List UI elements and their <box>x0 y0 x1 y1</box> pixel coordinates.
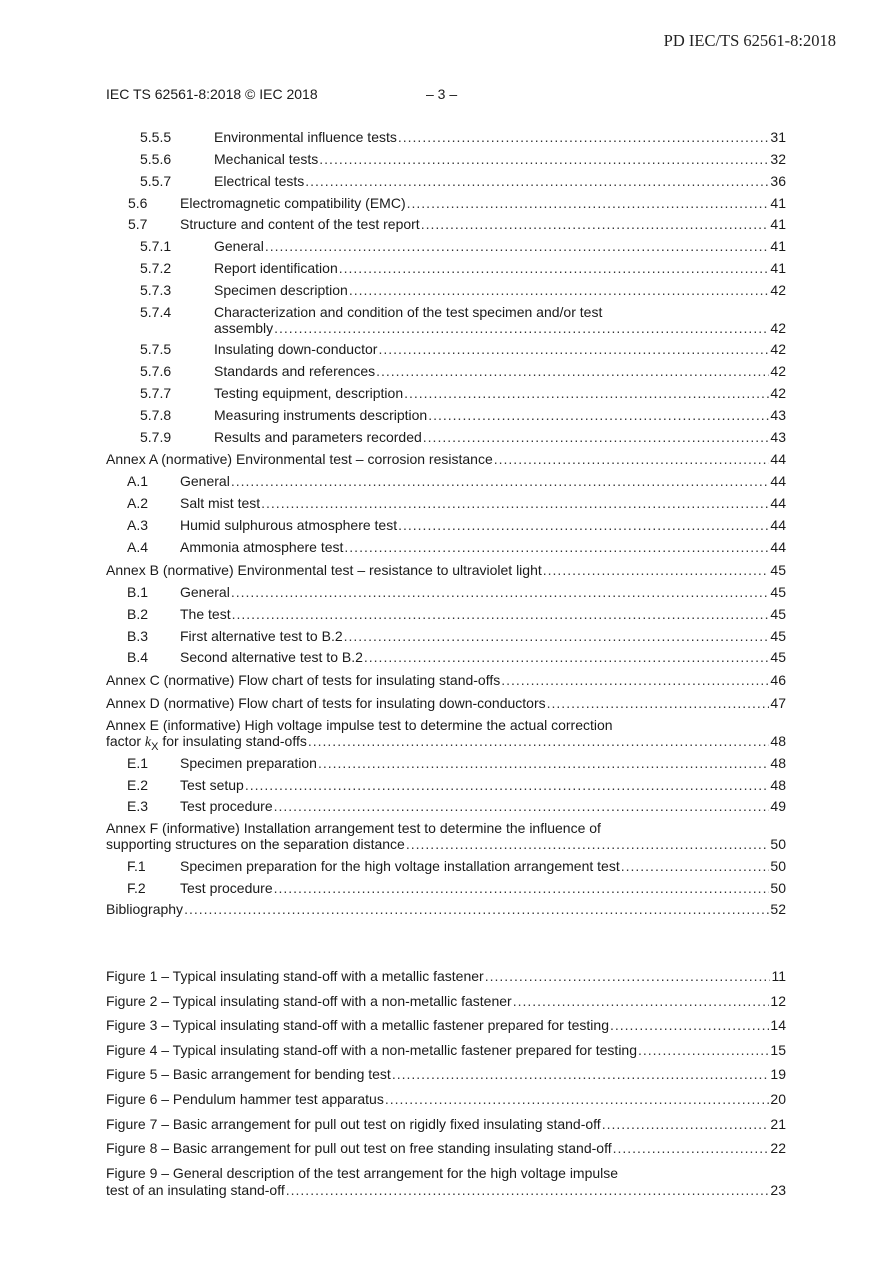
entry-title: General <box>180 583 230 600</box>
entry-leader-line <box>214 427 786 449</box>
entry-leader-line <box>180 856 786 878</box>
entry-leader-line <box>214 149 786 171</box>
dot-leader <box>398 127 770 149</box>
toc-entry-number: E.3 <box>127 798 149 815</box>
entry-page-number: 43 <box>770 406 786 423</box>
entry-title: Insulating down-conductor <box>214 341 378 358</box>
entry-page-number: 32 <box>770 150 786 167</box>
entry-page-number: 48 <box>770 754 786 771</box>
entry-title: test of an insulating stand-off <box>106 1181 285 1198</box>
toc-entry-number: A.3 <box>127 517 149 534</box>
dot-leader <box>274 878 770 900</box>
dot-leader <box>392 1062 770 1087</box>
entry-title: General <box>214 238 264 255</box>
entry-leader-line <box>214 258 786 280</box>
toc-entry-number: 5.7.5 <box>140 341 172 358</box>
entry-title: Electromagnetic compatibility (EMC) <box>180 194 406 211</box>
entry-page-number: 23 <box>770 1181 786 1198</box>
kx-subscript: X <box>151 741 159 754</box>
entry-page-number: 48 <box>770 776 786 793</box>
entry-title: Annex D (normative) Flow chart of tests for insulating down-conductors <box>106 695 546 712</box>
toc-entry[interactable] <box>106 715 786 753</box>
toc-entry[interactable] <box>106 149 786 171</box>
entry-title: Specimen description <box>214 281 348 298</box>
toc-entry[interactable] <box>106 537 786 559</box>
dot-leader <box>547 692 770 715</box>
entry-title: Figure 1 – Typical insulating stand-off with a metallic fastener <box>106 968 484 984</box>
dot-leader <box>364 647 770 669</box>
entry-page-number: 44 <box>770 473 786 490</box>
dot-leader <box>398 515 769 537</box>
dot-leader <box>265 236 770 258</box>
toc-entry[interactable] <box>106 214 786 236</box>
entry-page-number: 43 <box>770 428 786 445</box>
entry-page-number: 36 <box>770 172 786 189</box>
entry-leader-line <box>180 753 786 775</box>
toc-entry-number: 5.6 <box>128 194 148 211</box>
toc-entry-number: A.1 <box>127 473 149 490</box>
dot-leader <box>184 899 769 921</box>
entry-leader-line <box>180 471 786 493</box>
entry-leader-line <box>214 361 786 383</box>
entry-page-number: 46 <box>770 672 786 689</box>
toc-entry[interactable] <box>106 899 786 921</box>
dot-leader <box>274 796 770 818</box>
dot-leader <box>485 964 771 989</box>
toc-entry-number: 5.7.4 <box>140 303 172 320</box>
entry-leader-line <box>106 989 786 1014</box>
entry-page-number: 45 <box>770 627 786 644</box>
entry-title: Test procedure <box>180 879 273 896</box>
entry-title: Figure 2 – Typical insulating stand-off with a non-metallic fastener <box>106 992 512 1009</box>
entry-title: Second alternative test to B.2 <box>180 649 363 666</box>
entry-title-prefix: factor <box>106 733 142 750</box>
entry-leader-line <box>214 383 786 405</box>
entry-title: Test setup <box>180 776 244 793</box>
dot-leader <box>501 669 769 692</box>
dot-leader <box>406 834 770 856</box>
entry-page-number: 47 <box>770 695 786 712</box>
dot-leader <box>428 405 769 427</box>
dot-leader <box>376 361 769 383</box>
toc-entry[interactable] <box>106 193 786 215</box>
entry-title: General <box>180 473 230 490</box>
dot-leader <box>638 1038 769 1063</box>
toc-entry-number: 5.5.6 <box>140 150 172 167</box>
figure-entry[interactable] <box>106 989 786 1014</box>
toc-entry-number: 5.7.3 <box>140 281 172 298</box>
publication-reference: PD IEC/TS 62561-8:2018 <box>663 31 836 50</box>
entry-leader-line <box>106 1013 786 1038</box>
entry-leader-line <box>106 669 786 692</box>
dot-leader <box>513 989 770 1014</box>
figure-entry[interactable] <box>106 1112 786 1137</box>
dot-leader <box>232 604 770 626</box>
dot-leader <box>613 1136 770 1161</box>
entry-title: Measuring instruments description <box>214 406 428 423</box>
entry-page-number: 50 <box>770 857 786 874</box>
dot-leader <box>349 280 770 302</box>
toc-entry-number: B.3 <box>127 627 149 644</box>
toc-entry-number: E.2 <box>127 776 149 793</box>
toc-entry-number: B.2 <box>127 605 149 622</box>
entry-leader-line <box>106 1087 786 1112</box>
entry-leader-line <box>106 1112 786 1137</box>
entry-leader-line <box>180 515 786 537</box>
entry-leader-line <box>214 405 786 427</box>
toc-entry-number: A.4 <box>127 539 149 555</box>
dot-leader <box>231 471 770 493</box>
entry-leader-line <box>180 493 786 515</box>
entry-leader-line <box>106 1178 786 1203</box>
entry-page-number: 44 <box>770 517 786 534</box>
toc-entry[interactable] <box>106 361 786 383</box>
entry-page-number: 31 <box>770 129 786 145</box>
dot-leader <box>621 856 770 878</box>
document-reference: IEC TS 62561-8:2018 © IEC 2018 <box>106 86 318 102</box>
entry-title: Results and parameters recorded <box>214 428 422 445</box>
toc-entry-number: F.1 <box>127 857 146 874</box>
figure-entry[interactable] <box>106 964 786 989</box>
entry-title: Figure 5 – Basic arrangement for bending test <box>106 1066 391 1083</box>
entry-page-number: 14 <box>770 1017 786 1034</box>
dot-leader <box>339 258 770 280</box>
entry-page-number: 45 <box>770 649 786 666</box>
entry-page-number: 45 <box>770 605 786 622</box>
toc-entry[interactable] <box>106 753 786 775</box>
toc-entry[interactable] <box>106 647 786 669</box>
figure-entry[interactable] <box>106 1062 786 1087</box>
entry-title-rest: for insulating stand-offs <box>162 733 307 750</box>
entry-page-number: 44 <box>770 539 786 555</box>
toc-entry-number: B.4 <box>127 649 149 666</box>
entry-leader-line <box>180 604 786 626</box>
dot-leader <box>494 448 770 471</box>
entry-title: assembly <box>214 319 274 336</box>
entry-leader-line <box>106 1136 786 1161</box>
entry-page-number: 11 <box>771 968 786 984</box>
toc-entry[interactable] <box>106 171 786 193</box>
entry-title: Electrical tests <box>214 172 305 189</box>
entry-title: Annex C (normative) Flow chart of tests for insulating stand-offs <box>106 672 501 689</box>
entry-page-number: 42 <box>770 281 786 298</box>
entry-leader-line <box>214 236 786 258</box>
entry-leader-line <box>106 692 786 715</box>
kx-symbol <box>144 735 159 754</box>
entry-leader-line <box>106 964 786 989</box>
toc-entry[interactable] <box>106 669 786 692</box>
toc-entry-number: 5.7.9 <box>140 428 172 445</box>
dot-leader <box>385 1087 770 1112</box>
entry-title: Structure and content of the test report <box>180 216 420 233</box>
entry-title: Figure 6 – Pendulum hammer test apparatus <box>106 1090 384 1107</box>
entry-page-number: 48 <box>770 733 786 750</box>
entry-page-number: 44 <box>770 495 786 512</box>
entry-leader-line <box>214 171 786 193</box>
entry-leader-line <box>180 647 786 669</box>
dot-leader <box>543 559 770 582</box>
toc-entry[interactable] <box>106 427 786 449</box>
toc-entry-number: 5.7.6 <box>140 363 172 380</box>
entry-page-number: 41 <box>770 194 786 211</box>
toc-entry[interactable] <box>106 405 786 427</box>
entry-leader-line <box>180 214 786 236</box>
entry-title: Report identification <box>214 260 338 277</box>
entry-title: The test <box>180 605 231 622</box>
toc-entry[interactable] <box>106 878 786 900</box>
dot-leader <box>404 383 769 405</box>
dot-leader <box>305 171 769 193</box>
entry-page-number: 50 <box>770 879 786 896</box>
dot-leader <box>344 537 769 559</box>
entry-leader-line <box>106 834 786 856</box>
entry-page-number: 44 <box>770 451 786 468</box>
toc-entry[interactable] <box>106 856 786 878</box>
entry-leader-line <box>214 339 786 361</box>
dot-leader <box>261 493 769 515</box>
entry-title: Salt mist test <box>180 495 261 512</box>
toc-entry[interactable] <box>106 515 786 537</box>
entry-title-line1: Annex F (informative) Installation arrangement test to determine the influence of <box>106 820 601 837</box>
entry-title: Environmental influence tests <box>214 129 397 145</box>
entry-title: First alternative test to B.2 <box>180 627 343 644</box>
entry-leader-line <box>180 796 786 818</box>
entry-page-number: 19 <box>770 1066 786 1083</box>
dot-leader <box>378 339 769 361</box>
entry-leader-line <box>180 878 786 900</box>
entry-page-number: 22 <box>770 1140 786 1157</box>
entry-page-number: 50 <box>770 836 786 853</box>
entry-title: Bibliography <box>106 901 184 918</box>
dot-leader <box>602 1112 770 1137</box>
entry-page-number: 41 <box>770 260 786 277</box>
entry-page-number: 41 <box>770 216 786 233</box>
entry-title: Mechanical tests <box>214 150 319 167</box>
toc-entry[interactable] <box>106 692 786 715</box>
figure-entry[interactable] <box>106 1161 786 1200</box>
entry-leader-line <box>106 448 786 471</box>
dot-leader <box>423 427 770 449</box>
toc-entry[interactable] <box>106 818 786 856</box>
entry-leader-line <box>214 280 786 302</box>
toc-entry[interactable] <box>106 258 786 280</box>
list-of-figures <box>106 964 786 1200</box>
entry-title: Ammonia atmosphere test <box>180 539 344 555</box>
toc-entry[interactable] <box>106 626 786 648</box>
entry-title-line1: Figure 9 – General description of the test arrangement for the high voltage impulse <box>106 1164 619 1181</box>
entry-title: Test procedure <box>180 798 273 815</box>
figure-entry[interactable] <box>106 1013 786 1038</box>
entry-title: Figure 7 – Basic arrangement for pull out test on rigidly fixed insulating stand-off <box>106 1115 601 1132</box>
dot-leader <box>274 318 769 340</box>
dot-leader <box>407 193 770 215</box>
entry-page-number: 45 <box>770 561 786 578</box>
dot-leader <box>344 626 770 648</box>
toc-entry-number: 5.7.8 <box>140 406 172 423</box>
toc-entry-number: A.2 <box>127 495 149 512</box>
dot-leader <box>286 1178 770 1203</box>
entry-leader-line <box>214 318 786 340</box>
entry-title: Testing equipment, description <box>214 384 404 401</box>
entry-title: Figure 8 – Basic arrangement for pull out test on free standing insulating stand-off <box>106 1140 612 1157</box>
toc-entry[interactable] <box>106 127 786 149</box>
entry-page-number: 12 <box>770 992 786 1009</box>
entry-leader-line <box>180 775 786 797</box>
entry-title: Specimen preparation for the high voltage installation arrangement test <box>180 857 620 874</box>
toc-entry[interactable] <box>106 796 786 818</box>
entry-title: Annex A (normative) Environmental test – corrosion resistance <box>106 451 493 468</box>
toc-entry[interactable] <box>106 604 786 626</box>
toc-entry-number: F.2 <box>127 879 146 896</box>
figure-entry[interactable] <box>106 1038 786 1063</box>
toc-entry[interactable] <box>106 582 786 604</box>
toc-entry[interactable] <box>106 471 786 493</box>
dot-leader <box>319 149 769 171</box>
dot-leader <box>610 1013 769 1038</box>
entry-page-number: 45 <box>770 583 786 600</box>
toc-entry-number: 5.7.1 <box>140 238 172 255</box>
entry-page-number: 41 <box>770 238 786 255</box>
table-of-contents <box>106 127 786 921</box>
toc-entry-number: 5.7.2 <box>140 260 172 277</box>
toc-entry[interactable] <box>106 493 786 515</box>
toc-entry[interactable] <box>106 302 786 340</box>
entry-page-number: 42 <box>770 363 786 380</box>
toc-entry[interactable] <box>106 236 786 258</box>
entry-leader-line <box>180 582 786 604</box>
toc-entry[interactable] <box>106 280 786 302</box>
entry-title: supporting structures on the separation distance <box>106 836 405 853</box>
toc-entry[interactable] <box>106 448 786 471</box>
entry-page-number: 49 <box>770 798 786 815</box>
dot-leader <box>231 582 770 604</box>
toc-entry[interactable] <box>106 339 786 361</box>
entry-title-line1: Characterization and condition of the test specimen and/or test <box>214 303 603 320</box>
figure-entry[interactable] <box>106 1087 786 1112</box>
page-number: – 3 – <box>426 86 458 102</box>
entry-page-number: 52 <box>770 901 786 918</box>
entry-leader-line <box>106 1038 786 1063</box>
entry-title: Figure 4 – Typical insulating stand-off with a non-metallic fastener prepared for testing <box>106 1041 637 1058</box>
toc-entry-number: 5.5.5 <box>140 129 172 145</box>
toc-entry[interactable] <box>106 559 786 582</box>
figure-entry[interactable] <box>106 1136 786 1161</box>
entry-page-number: 20 <box>770 1090 786 1107</box>
toc-entry-number: 5.7.7 <box>140 384 172 401</box>
entry-leader-line <box>180 626 786 648</box>
entry-leader-line <box>180 537 786 559</box>
toc-entry-number: 5.7 <box>128 216 148 233</box>
entry-page-number: 42 <box>770 319 786 336</box>
entry-title: Annex B (normative) Environmental test – resistance to ultraviolet light <box>106 561 542 578</box>
entry-title: Humid sulphurous atmosphere test <box>180 517 398 534</box>
toc-entry-number: B.1 <box>127 583 149 600</box>
toc-entry[interactable] <box>106 383 786 405</box>
entry-title: Standards and references <box>214 363 376 380</box>
kx-letter: k <box>144 735 152 751</box>
entry-leader-line <box>106 559 786 582</box>
entry-title: Figure 3 – Typical insulating stand-off with a metallic fastener prepared for testing <box>106 1017 609 1034</box>
entry-title: Specimen preparation <box>180 754 317 771</box>
entry-leader-line <box>214 127 786 149</box>
entry-leader-line <box>106 899 786 921</box>
toc-entry[interactable] <box>106 775 786 797</box>
entry-title-line1: Annex E (informative) High voltage impulse test to determine the actual correction <box>106 717 613 734</box>
toc-entry-number: E.1 <box>127 754 149 771</box>
entry-page-number: 42 <box>770 384 786 401</box>
entry-page-number: 15 <box>770 1041 786 1058</box>
toc-entry-number: 5.5.7 <box>140 172 172 189</box>
entry-page-number: 42 <box>770 341 786 358</box>
entry-page-number: 21 <box>770 1115 786 1132</box>
dot-leader <box>421 214 770 236</box>
entry-leader-line <box>180 193 786 215</box>
entry-leader-line <box>106 1062 786 1087</box>
dot-leader <box>245 775 770 797</box>
dot-leader <box>318 753 769 775</box>
